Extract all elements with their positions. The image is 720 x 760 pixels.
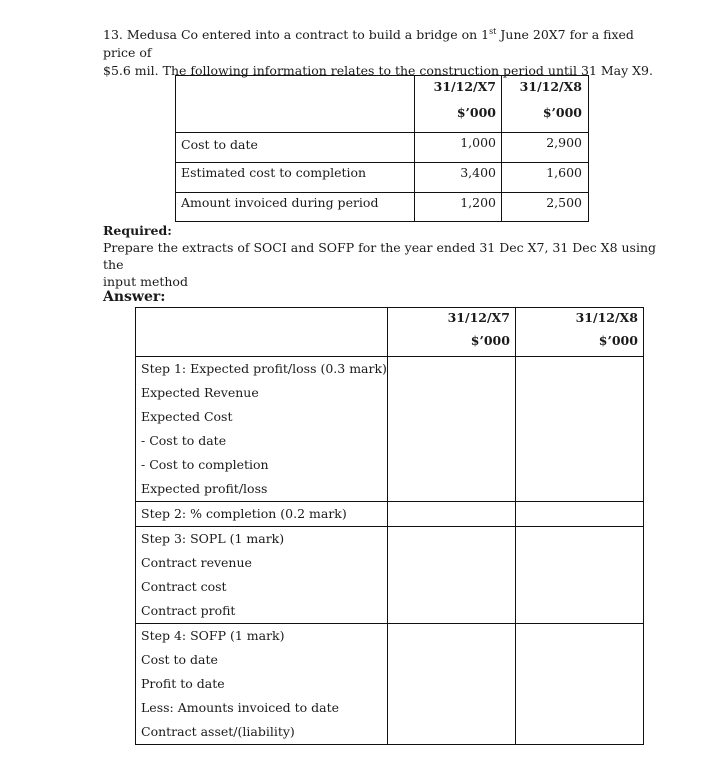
row-label: Estimated cost to completion <box>176 163 415 193</box>
step4-row <box>136 624 644 745</box>
required-section <box>103 222 663 290</box>
answer-cell-x8[interactable] <box>515 502 643 527</box>
answer-cell-x8[interactable] <box>515 527 643 624</box>
list-item: Contract cost <box>141 579 227 594</box>
list-item: - Cost to completion <box>141 457 269 472</box>
answer-cell-x7[interactable] <box>387 624 515 745</box>
table-row <box>176 193 589 222</box>
row-value-x7: 1,000 <box>415 133 502 163</box>
list-item: Contract asset/(liability) <box>141 724 295 739</box>
row-value-x8: 1,600 <box>502 163 589 193</box>
answer-cell-x7[interactable] <box>387 502 515 527</box>
step1-title: Step 1: Expected profit/loss (0.3 mark) <box>141 361 387 376</box>
row-value-x7: 1,200 <box>415 193 502 222</box>
step2-row <box>136 502 644 527</box>
required-line-1: Prepare the extracts of SOCI and SOFP for the year ended 31 Dec X7, 31 Dec X8 using the <box>103 240 657 272</box>
row-value-x7: 3,400 <box>415 163 502 193</box>
table-row <box>176 133 589 163</box>
list-item: Expected profit/loss <box>141 481 268 496</box>
info-header-x8: 31/12/X8 $’000 <box>502 76 589 133</box>
question-line-2: $5.6 mil. The following information relates to the construction period until 31 May X9. <box>103 63 653 78</box>
answer-cell-x8[interactable] <box>515 624 643 745</box>
step4-cell <box>136 624 388 745</box>
list-item: Cost to date <box>141 652 218 667</box>
list-item: Contract revenue <box>141 555 252 570</box>
table-row <box>176 163 589 193</box>
step3-cell <box>136 527 388 624</box>
list-item: Profit to date <box>141 676 225 691</box>
step1-row <box>136 357 644 502</box>
answer-header-x7: 31/12/X7 $’000 <box>387 308 515 357</box>
step1-cell <box>136 357 388 502</box>
question-text <box>103 26 663 80</box>
row-value-x8: 2,900 <box>502 133 589 163</box>
answer-header-row <box>136 308 644 357</box>
question-line-1: 13. Medusa Co entered into a contract to build a bridge on 1st June 20X7 for a fixed price of <box>103 27 634 60</box>
row-value-x8: 2,500 <box>502 193 589 222</box>
answer-cell-x7[interactable] <box>387 357 515 502</box>
answer-header-x8: 31/12/X8 $’000 <box>515 308 643 357</box>
info-table <box>175 75 589 222</box>
answer-header-blank <box>136 308 388 357</box>
step3-title: Step 3: SOPL (1 mark) <box>141 531 285 546</box>
list-item: - Cost to date <box>141 433 227 448</box>
step2-title: Step 2: % completion (0.2 mark) <box>141 506 347 521</box>
list-item: Less: Amounts invoiced to date <box>141 700 340 715</box>
info-header-blank <box>176 76 415 133</box>
step4-title: Step 4: SOFP (1 mark) <box>141 628 285 643</box>
list-item: Expected Cost <box>141 409 233 424</box>
answer-cell-x7[interactable] <box>387 527 515 624</box>
info-header-x7: 31/12/X7 $’000 <box>415 76 502 133</box>
row-label: Amount invoiced during period <box>176 193 415 222</box>
answer-heading: Answer: <box>103 289 166 305</box>
row-label: Cost to date <box>176 133 415 163</box>
answer-cell-x8[interactable] <box>515 357 643 502</box>
list-item: Expected Revenue <box>141 385 259 400</box>
info-header-row <box>176 76 589 133</box>
step3-row <box>136 527 644 624</box>
step2-cell <box>136 502 388 527</box>
required-heading: Required: <box>103 223 172 238</box>
list-item: Contract profit <box>141 603 236 618</box>
required-line-2: input method <box>103 274 188 289</box>
answer-table <box>135 307 644 745</box>
